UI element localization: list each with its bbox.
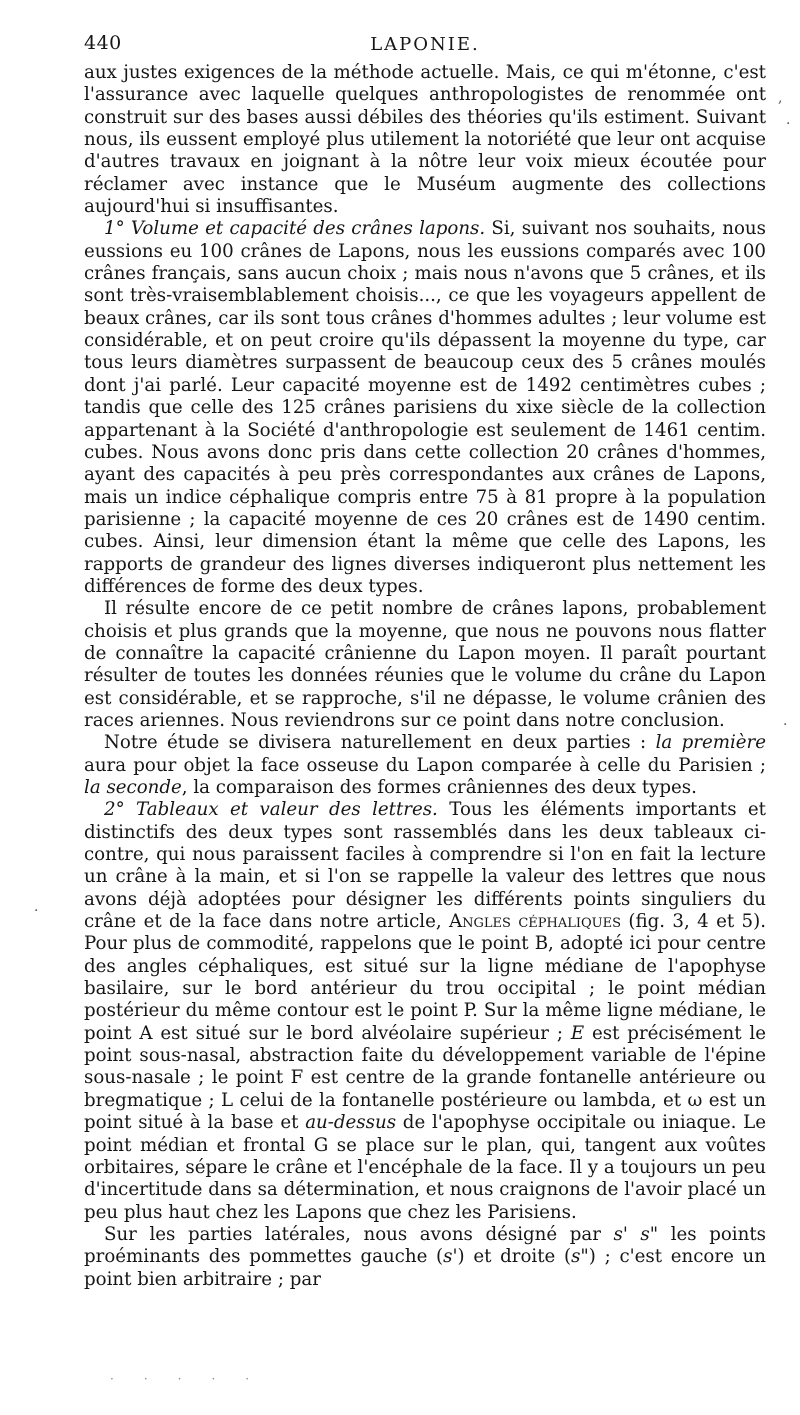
paragraph-text: est précisément le point sous-nasal, abstraction faite du développement variable de l'épine sous-nasale ; le point F est centre de la grande fontanelle antérieure ou bregmatique ; L celui de la fontanelle postérieure ou lambda, et ω est un point situé à la base et [84, 1022, 766, 1134]
paragraph-parties-laterales [84, 1224, 766, 1291]
document-page [84, 28, 766, 1291]
emphasis-au-dessus: au-dessus [305, 1112, 397, 1134]
emphasis-e: E [570, 1022, 585, 1044]
paragraph-text: les points proéminants des pommettes gauche ( [84, 1223, 766, 1268]
paragraph-text: Il résulte encore de ce petit nombre de crânes lapons, probablement choisis et plus grands que la moyenne, que nous ne pouvons nous flatter de connaître la capacité crânienne du Lapon moyen. Il paraît pourtant résulter de toutes les données réunies que le volume du crâne du Lapon est considérable, et se rapproche, s'il ne dépasse, le volume crânien des races ariennes. Nous reviendrons sur ce point dans notre conclusion. [84, 598, 766, 731]
emphasis-s-prime: s' [443, 1246, 458, 1268]
running-title: LAPONIE. [370, 34, 480, 55]
paragraph-text: , la comparaison des formes crâniennes des deux types. [181, 777, 697, 798]
margin-speck: · [786, 116, 791, 132]
page-header [84, 28, 766, 62]
page-number: 440 [84, 32, 122, 54]
paragraph-text: Tous les éléments importants et distinctifs des deux types sont rassemblés dans les deux tableaux ci-contre, qui nous paraissent faciles à comprendre si l'on en fait la lecture un crâne à la main, et si l'on se rappelle la valeur des lettres que nous avons déjà adoptées pour désigner les différents points singuliers du crâne et de la face dans notre article, [84, 799, 766, 933]
emphasis-seconde: la seconde [84, 777, 182, 798]
paragraph-conclusion-note [84, 598, 766, 732]
paragraph-division [84, 732, 766, 799]
paragraph-text: (fig. 3, 4 et 5). Pour plus de commodité, rappelons que le point B, adopté ici pour centre des angles céphaliques, est situé sur la ligne médiane de l'apophyse basilaire, sur le bord antérieur du trou occipital ; le point médian postérieur du même contour est le point P. Sur la même ligne médiane, le point A est situé sur le bord alvéolaire supérieur ; [84, 911, 766, 1044]
paragraph-continuation [84, 62, 766, 218]
paragraph-text: ) ; c'est encore un point bien arbitraire ; par [84, 1246, 766, 1290]
paragraph-volume-capacite [84, 218, 766, 598]
section-heading-volume: 1° Volume et capacité des crânes lapons. [104, 218, 486, 240]
paragraph-text: aux justes exigences de la méthode actuelle. Mais, ce qui m'étonne, c'est l'assurance avec laquelle quelques anthropologistes de renommée ont construit sur des bases aussi débiles des théories qu'ils estiment. Suivant nous, ils eussent employé plus utilement la notoriété que leur ont acquise d'autres travaux en joignant à la nôtre leur voix mieux écoutée pour réclamer avec instance que le Muséum augmente des collections aujourd'hui si insuffisantes. [84, 62, 766, 218]
emphasis-s-double-prime: s" [571, 1246, 589, 1268]
emphasis-points: s' s" [613, 1223, 659, 1245]
paragraph-tableaux [84, 799, 766, 1224]
paragraph-text: Sur les parties latérales, nous avons désigné par [104, 1223, 614, 1245]
margin-speck: , [778, 90, 783, 106]
section-heading-tableaux: 2° Tableaux et valeur des lettres. [104, 799, 438, 821]
paragraph-text: aura pour objet la face osseuse du Lapon comparée à celle du Parisien ; [84, 754, 766, 776]
margin-speck: · [783, 717, 788, 733]
paragraph-text: ) et droite ( [457, 1246, 572, 1268]
margin-speck: · [34, 903, 39, 919]
body-text [84, 62, 766, 1291]
paragraph-text: Notre étude se divisera naturellement en deux parties : [104, 732, 656, 754]
emphasis-premiere: la première [655, 732, 767, 754]
paragraph-text: de l'apophyse occipitale ou iniaque. Le point médian et frontal G se place sur le plan, qui, tangent aux voûtes orbitaires, sépare le crâne et l'encéphale de la face. Il y a toujours un peu d'incertitude dans sa détermination, et nous craignons de l'avoir placé un peu plus haut chez les Lapons que chez les Parisiens. [84, 1112, 767, 1223]
bottom-specks: ····· [110, 1372, 280, 1386]
paragraph-text: Si, suivant nos souhaits, nous eussions eu 100 crânes de Lapons, nous les eussions comparés avec 100 crânes français, sans aucun choix ; mais nous n'avons que 5 crânes, et ils sont très-vraisemblablement choisis..., ce que les voyageurs appellent de beaux crânes, car ils sont tous crânes d'hommes adultes ; leur volume est considérable, et on peut croire qu'ils dépassent la moyenne du type, car tous leurs diamètres surpassent de beaucoup ceux des 5 crânes moulés dont j'ai parlé. Leur capacité moyenne est de 1492 centimètres cubes ; tandis que celle des 125 crânes parisiens du xixe siècle de la collection appartenant à la Société d'anthropologie est seulement de 1461 centim. cubes. Nous avons donc pris dans cette collection 20 crânes d'hommes, ayant des capacités à peu près correspondantes aux crânes de Lapons, mais un indice céphalique compris entre 75 à 81 propre à la population parisienne ; la capacité moyenne de ces 20 crânes est de 1490 centim. cubes. Ainsi, leur dimension étant la même que celle des Lapons, les rapports de grandeur des lignes diverses indiqueront plus nettement les différences de forme des deux types. [84, 218, 766, 597]
article-reference: Angles céphaliques [449, 911, 622, 933]
